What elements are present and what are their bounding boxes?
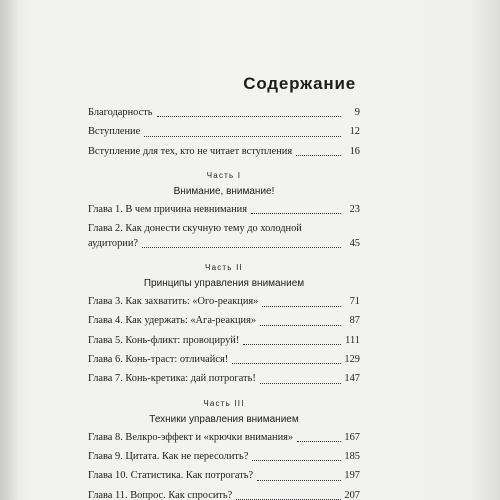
toc-page-number: 167 bbox=[344, 431, 360, 443]
toc-entry-chapter-4 bbox=[88, 314, 360, 328]
dot-leader bbox=[251, 213, 341, 214]
toc-page-number: 185 bbox=[344, 451, 360, 462]
toc-entry-label: Глава 11. Вопрос. Как спросить? bbox=[88, 489, 233, 500]
toc-entry-chapter-5 bbox=[88, 334, 360, 348]
toc-entry-chapter-8 bbox=[88, 431, 360, 445]
toc-entry-chapter-2 bbox=[88, 222, 360, 251]
toc-entry-label: Глава 3. Как захватить: «Ого-реакция» bbox=[88, 296, 259, 308]
toc-entry-introduction bbox=[88, 125, 360, 139]
toc-entry-label: Глава 5. Конь-фликт: провоцируй! bbox=[88, 334, 240, 346]
toc-entry-label: Вступление для тех, кто не читает вступления bbox=[88, 145, 293, 157]
toc-page-number: 45 bbox=[349, 237, 360, 249]
dot-leader bbox=[243, 344, 341, 345]
toc-page-number: 9 bbox=[354, 107, 360, 118]
toc-entry-intro-for-skippers bbox=[88, 145, 360, 159]
table-of-contents bbox=[88, 74, 360, 500]
toc-page-number: 147 bbox=[344, 373, 360, 385]
toc-page-number: 129 bbox=[344, 354, 360, 365]
toc-entry-chapter-1 bbox=[88, 203, 360, 217]
toc-entry-label-line-1: Глава 2. Как донести скучную тему до холодной bbox=[88, 223, 302, 235]
toc-entry-label: Глава 4. Как удержать: «Ага-реакция» bbox=[88, 315, 257, 327]
dot-leader bbox=[260, 383, 341, 384]
toc-page-number: 111 bbox=[345, 334, 360, 346]
part-title: Техники управления вниманием bbox=[149, 413, 299, 425]
toc-page-number: 23 bbox=[349, 204, 360, 215]
toc-page-number: 71 bbox=[349, 296, 360, 308]
part-title: Принципы управления вниманием bbox=[143, 278, 305, 290]
toc-page-number: 197 bbox=[344, 470, 360, 482]
toc-entry-label: Глава 1. В чем причина невнимания bbox=[88, 204, 248, 215]
dot-leader bbox=[296, 155, 341, 156]
dot-leader bbox=[157, 116, 341, 117]
toc-entry-chapter-6 bbox=[88, 353, 360, 367]
toc-entry-continuation bbox=[88, 237, 360, 251]
toc-entry-label: Глава 9. Цитата. Как не пересолить? bbox=[88, 451, 249, 462]
dot-leader bbox=[257, 480, 341, 481]
toc-entry-label: Глава 7. Конь-кретика: дай потрогать! bbox=[88, 373, 256, 385]
toc-entry-chapter-11 bbox=[88, 489, 360, 500]
toc-page-number: 207 bbox=[344, 489, 360, 500]
dot-leader bbox=[260, 325, 341, 326]
toc-page-number: 87 bbox=[349, 315, 360, 327]
toc-page-number: 16 bbox=[349, 145, 360, 157]
dot-leader bbox=[252, 460, 341, 461]
toc-entry-label: Глава 6. Конь-траст: отличайся! bbox=[88, 354, 229, 365]
toc-entry-label: Глава 10. Статистика. Как потрогать? bbox=[88, 470, 254, 482]
part-label: Часть III bbox=[203, 398, 245, 408]
dot-leader bbox=[142, 247, 341, 248]
toc-entry-label: Вступление bbox=[88, 126, 141, 138]
dot-leader bbox=[144, 136, 341, 137]
toc-entry-acknowledgements bbox=[88, 106, 360, 120]
toc-entry-chapter-3 bbox=[88, 295, 360, 309]
dot-leader bbox=[297, 441, 341, 442]
toc-entry-chapter-9 bbox=[88, 450, 360, 464]
part-label: Часть I bbox=[206, 171, 242, 180]
part-title: Внимание, внимание! bbox=[173, 186, 275, 197]
toc-page-number: 12 bbox=[349, 126, 360, 138]
page-title: Содержание bbox=[243, 74, 356, 93]
toc-entry-label-line-2: аудитории? bbox=[88, 237, 138, 249]
page-spine-shadow bbox=[0, 0, 18, 500]
part-label: Часть II bbox=[205, 263, 243, 273]
dot-leader bbox=[232, 363, 341, 364]
toc-entry-label: Благодарность bbox=[88, 107, 153, 118]
toc-entry-label: Глава 8. Велкро-эффект и «крючки внимания» bbox=[88, 431, 294, 443]
dot-leader bbox=[262, 306, 341, 307]
toc-entry-chapter-7 bbox=[88, 372, 360, 386]
toc-entry-chapter-10 bbox=[88, 469, 360, 483]
